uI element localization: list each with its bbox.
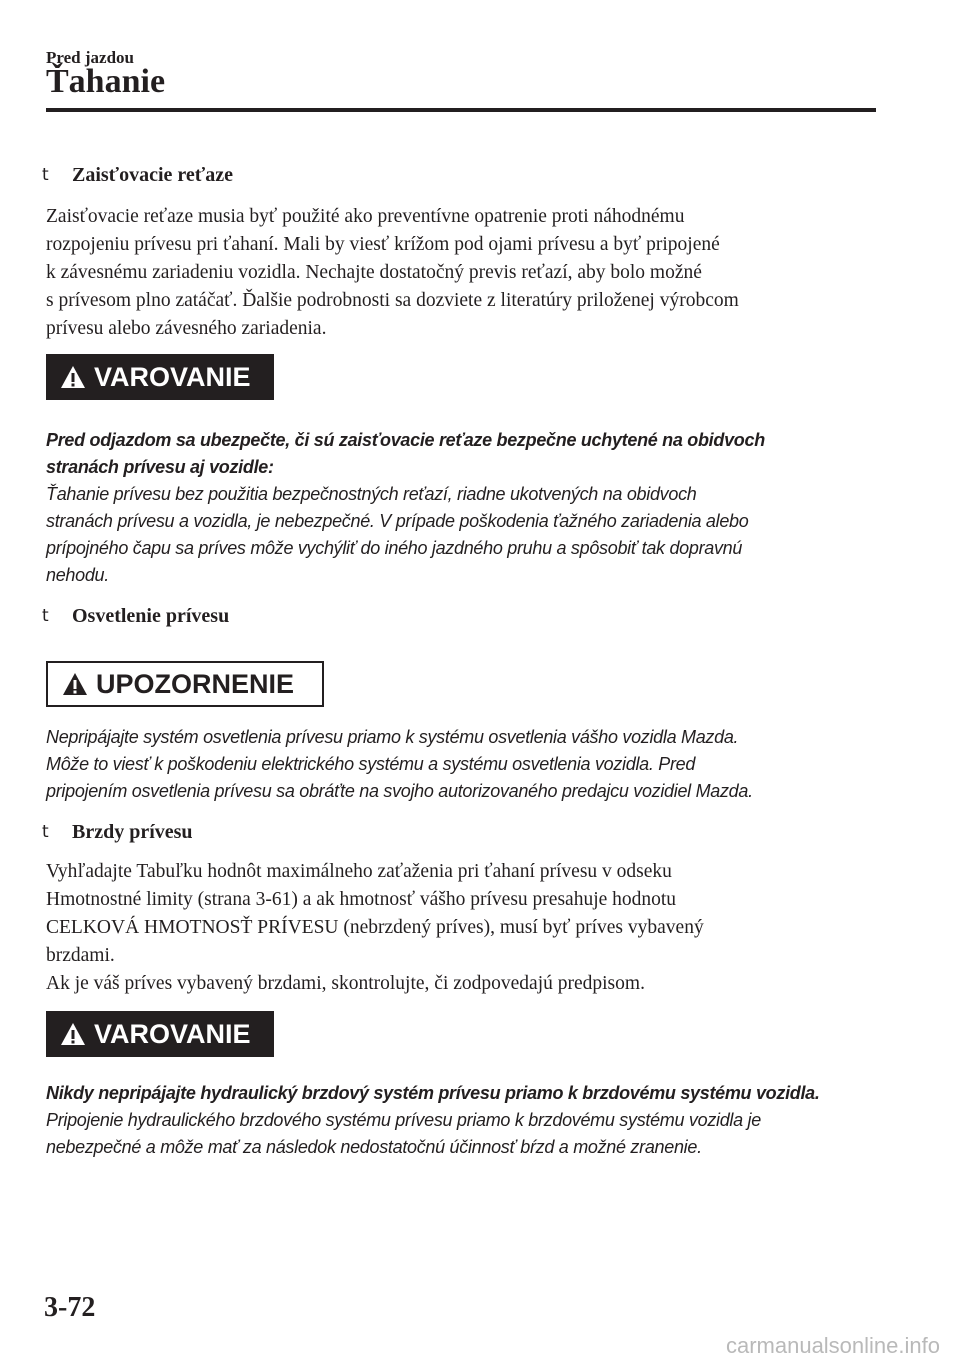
caution-line: Nepripájajte systém osvetlenia prívesu priamo k systému osvetlenia vášho vozidla Mazda.	[46, 727, 739, 747]
warning-triangle-icon	[60, 1022, 86, 1046]
caution-label: UPOZORNENIE	[96, 668, 295, 699]
paragraph-line: Zaisťovacie reťaze musia byť použité ako preventívne opatrenie proti náhodnému	[46, 206, 685, 227]
paragraph-safety-chains	[46, 203, 876, 343]
paragraph-line: Vyhľadajte Tabuľku hodnôt maximálneho zaťaženia pri ťahaní prívesu v odseku	[46, 861, 672, 882]
warning-line: Pripojenie hydraulického brzdového systému prívesu priamo k brzdovému systému vozidla je	[46, 1110, 761, 1130]
warning-badge	[46, 1011, 274, 1057]
bullet-icon: t	[42, 822, 49, 842]
warning-line: stranách prívesu a vozidla, je nebezpečné. V prípade poškodenia ťažného zariadenia alebo	[46, 511, 749, 531]
header-section-label: Pred jazdou	[46, 48, 134, 67]
header-rule	[46, 108, 876, 112]
paragraph-line: Ak je váš príves vybavený brzdami, skontrolujte, či zodpovedajú predpisom.	[46, 973, 645, 994]
warning-line: Ťahanie prívesu bez použitia bezpečnostných reťazí, riadne ukotvených na obidvoch	[46, 484, 697, 504]
subheading-text: Zaisťovacie reťaze	[72, 164, 233, 186]
warning-label: VAROVANIE	[94, 1018, 251, 1049]
bullet-icon: t	[42, 606, 49, 626]
warning-text-safety-chains	[46, 427, 876, 589]
subheading-text: Brzdy prívesu	[72, 821, 193, 843]
warning-triangle-icon	[60, 365, 86, 389]
paragraph-line: Hmotnostné limity (strana 3-61) a ak hmotnosť vášho prívesu presahuje hodnotu	[46, 889, 677, 910]
warning-line: nebezpečné a môže mať za následok nedostatočnú účinnosť bŕzd a možné zranenie.	[46, 1137, 702, 1157]
subheading-trailer-brakes	[42, 819, 193, 845]
subheading-safety-chains	[42, 162, 233, 188]
caution-triangle-icon	[62, 672, 88, 696]
page-title: Ťahanie	[46, 63, 166, 100]
warning-text-trailer-brakes	[46, 1080, 876, 1161]
caution-line: pripojením osvetlenia prívesu sa obráťte na svojho autorizovaného predajcu vozidiel Mazda.	[46, 781, 753, 801]
warning-bold-line: Pred odjazdom sa ubezpečte, či sú zaisťovacie reťaze bezpečne uchytené na obidvoch	[46, 430, 765, 450]
subheading-text: Osvetlenie prívesu	[72, 605, 230, 627]
watermark: carmanualsonline.info	[725, 1333, 940, 1358]
paragraph-line: k závesnému zariadeniu vozidla. Nechajte dostatočný previs reťazí, aby bolo možné	[46, 262, 702, 283]
caution-line: Môže to viesť k poškodeniu elektrického systému a systému osvetlenia vozidla. Pred	[46, 754, 696, 774]
page-number: 3-72	[44, 1292, 96, 1323]
warning-bold-line: stranách prívesu aj vozidle:	[46, 457, 274, 477]
paragraph-line: rozpojeniu prívesu pri ťahaní. Mali by viesť krížom pod ojami prívesu a byť pripojené	[46, 234, 720, 255]
warning-badge	[46, 354, 274, 400]
paragraph-trailer-brakes	[46, 858, 876, 998]
warning-line: nehodu.	[46, 565, 109, 585]
paragraph-line: s prívesom plno zatáčať. Ďalšie podrobnosti sa dozviete z literatúry priloženej výrobcom	[46, 290, 739, 311]
caution-text-trailer-lights	[46, 724, 876, 805]
subheading-trailer-lights	[42, 603, 229, 629]
warning-label: VAROVANIE	[94, 361, 251, 392]
paragraph-line: prívesu alebo závesného zariadenia.	[46, 318, 327, 339]
warning-line: prípojného čapu sa príves môže vychýliť do iného jazdného pruhu a spôsobiť tak dopravnú	[46, 538, 743, 558]
bullet-icon: t	[42, 165, 49, 185]
paragraph-line: brzdami.	[46, 945, 115, 966]
caution-badge	[46, 661, 324, 707]
paragraph-line: CELKOVÁ HMOTNOSŤ PRÍVESU (nebrzdený príves), musí byť príves vybavený	[46, 917, 704, 938]
warning-bold-line: Nikdy nepripájajte hydraulický brzdový systém prívesu priamo k brzdovému systému vozidla.	[46, 1083, 820, 1103]
